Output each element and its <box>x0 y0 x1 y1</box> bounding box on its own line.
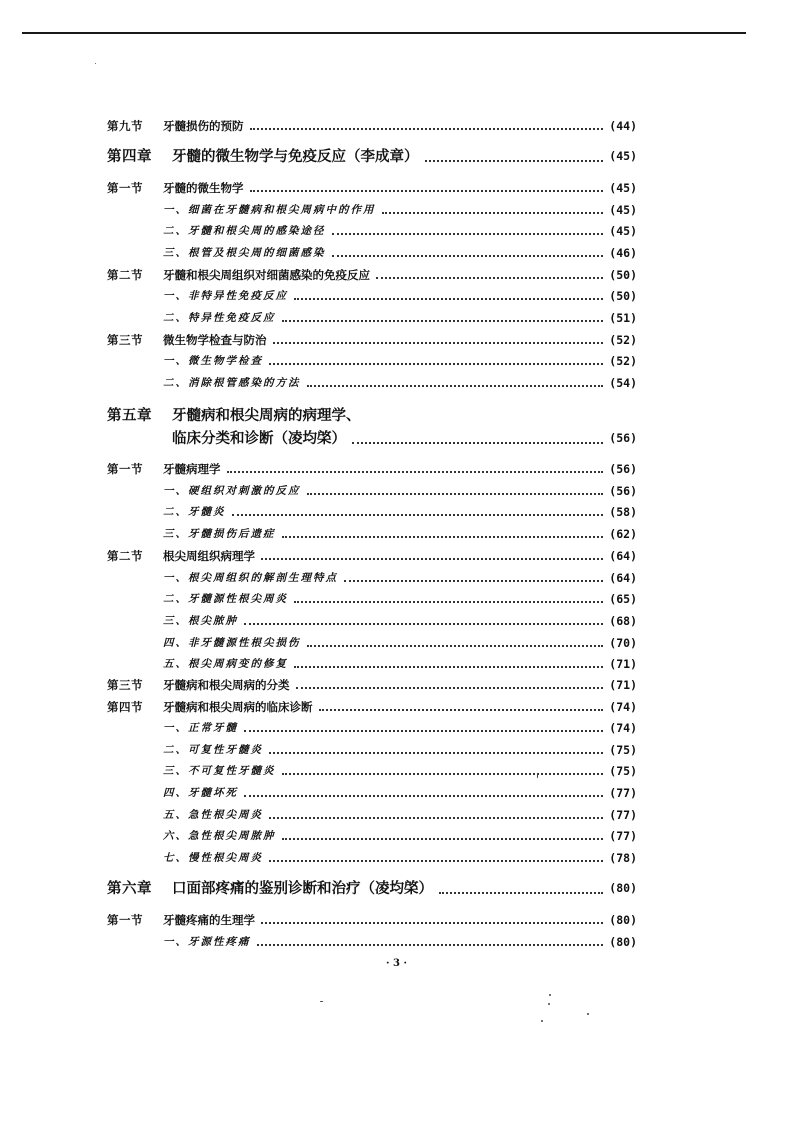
toc-page-number: ( 52 ) <box>609 354 637 368</box>
toc-entry-title: 三、牙髓损伤后遗症 <box>163 528 276 540</box>
toc-subentry[interactable] <box>107 588 637 606</box>
toc-page-number: ( 45 ) <box>609 203 637 217</box>
dot-leader <box>307 381 604 387</box>
toc-entry-title: 五、急性根尖周炎 <box>163 809 263 821</box>
toc-page-number: ( 62 ) <box>609 527 637 541</box>
dot-leader <box>307 641 604 647</box>
toc-entry-title: 一、牙源性疼痛 <box>163 936 251 948</box>
dot-leader <box>227 467 604 473</box>
toc-entry-title-line1: 牙髓病和根尖周病的病理学、 <box>172 407 361 424</box>
toc-chapter[interactable] <box>107 427 637 447</box>
toc-entry-title: 二、牙髓源性根尖周炎 <box>163 593 288 605</box>
toc-entry-title: 二、牙髓炎 <box>163 506 226 518</box>
dot-leader <box>439 888 603 894</box>
dot-leader <box>282 532 604 538</box>
toc-page-number: ( 45 ) <box>609 224 637 238</box>
scan-speck <box>95 63 96 64</box>
toc-section[interactable] <box>107 458 637 476</box>
toc-entry-title: 牙髓病和根尖周病的分类 <box>163 678 290 692</box>
dot-leader <box>296 683 604 689</box>
toc-entry-title: 五、根尖周病变的修复 <box>163 658 288 670</box>
toc-page-number: ( 64 ) <box>609 549 637 563</box>
dot-leader <box>273 338 604 344</box>
toc-entry-title: 六、急性根尖周脓肿 <box>163 830 276 842</box>
dot-leader <box>244 726 603 732</box>
dot-leader <box>319 705 604 711</box>
toc-page-number: ( 45 ) <box>609 181 637 195</box>
toc-subentry[interactable] <box>107 610 637 628</box>
toc-entry-title: 牙髓病和根尖周病的临床诊断 <box>163 700 313 714</box>
toc-chapter[interactable] <box>107 145 637 165</box>
toc-subentry[interactable] <box>107 501 637 519</box>
toc-page-number: ( 77 ) <box>609 786 637 800</box>
dot-leader <box>382 208 604 214</box>
dot-leader <box>332 251 604 257</box>
toc-page-number: ( 50 ) <box>609 289 637 303</box>
toc-page-number: ( 50 ) <box>609 268 637 282</box>
dot-leader <box>269 813 603 819</box>
dot-leader <box>261 554 603 560</box>
toc-section[interactable] <box>107 264 637 282</box>
toc-page-number: ( 77 ) <box>609 829 637 843</box>
toc-page-number: ( 77 ) <box>609 808 637 822</box>
toc-section[interactable] <box>107 696 637 714</box>
toc-entry-label: 第三节 <box>107 678 143 692</box>
toc-entry-title: 三、根尖脓肿 <box>163 615 238 627</box>
toc-entry-title: 七、慢性根尖周炎 <box>163 852 263 864</box>
toc-entry-title: 牙髓病理学 <box>163 462 221 476</box>
toc-entry-title: 一、非特异性免疫反应 <box>163 290 288 302</box>
toc-page-number: ( 80 ) <box>609 935 637 949</box>
toc-entry-label: 第四章 <box>107 148 152 165</box>
toc-page-number: ( 46 ) <box>609 246 637 260</box>
toc-section[interactable] <box>107 177 637 195</box>
toc-chapter-heading <box>107 404 637 424</box>
dot-leader <box>294 294 603 300</box>
toc-subentry[interactable] <box>107 825 637 843</box>
toc-entry-title: 口面部疼痛的鉴别诊断和治疗（凌均棨） <box>172 880 433 897</box>
dot-leader <box>282 769 604 775</box>
toc-page-number: ( 80 ) <box>609 913 637 927</box>
toc-section[interactable] <box>107 674 637 692</box>
toc-subentry[interactable] <box>107 567 637 585</box>
dot-leader <box>294 597 603 603</box>
toc-entry-title: 三、不可复性牙髓炎 <box>163 765 276 777</box>
toc-section[interactable] <box>107 115 637 133</box>
page-number: · 3 · <box>386 958 407 969</box>
dot-leader <box>244 791 603 797</box>
toc-subentry[interactable] <box>107 931 637 949</box>
toc-entry-title: 牙髓的微生物学与免疫反应（李成章） <box>172 148 419 165</box>
toc-entry-title: 一、细菌在牙髓病和根尖周病中的作用 <box>163 204 376 216</box>
toc-subentry[interactable] <box>107 653 637 671</box>
toc-page-number: ( 68 ) <box>609 614 637 628</box>
toc-page-number: ( 71 ) <box>609 657 637 671</box>
toc-entry-title: 临床分类和诊断（凌均棨） <box>172 430 346 447</box>
toc-page-number: ( 51 ) <box>609 311 637 325</box>
toc-chapter[interactable] <box>107 877 637 897</box>
toc-subentry[interactable] <box>107 782 637 800</box>
toc-subentry[interactable] <box>107 480 637 498</box>
toc-page-number: ( 65 ) <box>609 592 637 606</box>
toc-entry-title: 微生物学检查与防治 <box>163 333 267 347</box>
dot-leader <box>269 748 603 754</box>
dot-leader <box>250 186 604 192</box>
toc-subentry[interactable] <box>107 739 637 757</box>
toc-subentry[interactable] <box>107 220 637 238</box>
toc-entry-title: 二、特异性免疫反应 <box>163 312 276 324</box>
dot-leader <box>352 438 603 444</box>
toc-subentry[interactable] <box>107 632 637 650</box>
dot-leader <box>332 229 604 235</box>
toc-page-number: ( 74 ) <box>609 700 637 714</box>
dot-leader <box>294 662 603 668</box>
toc-entry-label: 第六章 <box>107 880 152 897</box>
toc-entry-label: 第二节 <box>107 549 143 563</box>
dot-leader <box>269 856 603 862</box>
toc-subentry[interactable] <box>107 804 637 822</box>
toc-page-number: ( 58 ) <box>609 505 637 519</box>
dot-leader <box>250 124 604 130</box>
toc-page-number: ( 74 ) <box>609 721 637 735</box>
toc-entry-label: 第一节 <box>107 462 143 476</box>
header-rule <box>22 32 746 34</box>
toc-entry-title: 牙髓损伤的预防 <box>163 119 244 133</box>
toc-page-number: ( 80 ) <box>609 880 637 897</box>
toc-section[interactable] <box>107 545 637 563</box>
toc-page-number: ( 56 ) <box>609 484 637 498</box>
dot-leader <box>257 940 604 946</box>
dot-leader <box>282 316 604 322</box>
toc-page-number: ( 45 ) <box>609 148 637 165</box>
dot-leader <box>261 918 603 924</box>
toc-subentry[interactable] <box>107 307 637 325</box>
toc-entry-label: 第四节 <box>107 700 143 714</box>
toc-entry-title: 三、根管及根尖周的细菌感染 <box>163 247 326 259</box>
scan-speck <box>320 1001 323 1002</box>
toc-page-number: ( 78 ) <box>609 851 637 865</box>
toc-page-number: ( 64 ) <box>609 571 637 585</box>
scan-speck <box>549 994 551 996</box>
toc-entry-title: 四、牙髓坏死 <box>163 787 238 799</box>
toc-entry-label: 第三节 <box>107 333 143 347</box>
toc-page-number: ( 56 ) <box>609 462 637 476</box>
toc-entry-label: 第一节 <box>107 181 143 195</box>
dot-leader <box>344 576 603 582</box>
toc-entry-label: 第五章 <box>107 407 152 424</box>
toc-page-number: ( 44 ) <box>609 119 637 133</box>
toc-entry-title: 二、牙髓和根尖周的感染途径 <box>163 225 326 237</box>
toc-subentry[interactable] <box>107 717 637 735</box>
dot-leader <box>232 510 604 516</box>
toc-entry-label: 第二节 <box>107 268 143 282</box>
toc-entry-title: 牙髓的微生物学 <box>163 181 244 195</box>
scan-speck <box>587 1013 589 1015</box>
toc-entry-title: 一、正常牙髓 <box>163 722 238 734</box>
toc-entry-title: 二、消除根管感染的方法 <box>163 377 301 389</box>
toc-entry-title: 牙髓和根尖周组织对细菌感染的免疫反应 <box>163 268 370 282</box>
toc-subentry[interactable] <box>107 242 637 260</box>
dot-leader <box>307 489 604 495</box>
toc-entry-title: 一、根尖周组织的解剖生理特点 <box>163 572 338 584</box>
toc-page-number: ( 52 ) <box>609 333 637 347</box>
toc-subentry[interactable] <box>107 285 637 303</box>
scan-speck <box>537 773 538 778</box>
toc-page-number: ( 71 ) <box>609 678 637 692</box>
scan-speck <box>541 1020 543 1022</box>
toc-entry-label: 第一节 <box>107 913 143 927</box>
toc-subentry[interactable] <box>107 760 637 778</box>
toc-subentry[interactable] <box>107 350 637 368</box>
toc-page-number: ( 75 ) <box>609 764 637 778</box>
toc-section[interactable] <box>107 909 637 927</box>
toc-subentry[interactable] <box>107 523 637 541</box>
dot-leader <box>244 619 603 625</box>
toc-entry-title: 牙髓疼痛的生理学 <box>163 913 255 927</box>
toc-entry-title: 一、微生物学检查 <box>163 355 263 367</box>
dot-leader <box>269 359 603 365</box>
toc-page-number: ( 54 ) <box>609 376 637 390</box>
toc-page-number: ( 70 ) <box>609 636 637 650</box>
dot-leader <box>376 273 603 279</box>
toc-section[interactable] <box>107 329 637 347</box>
toc-page-number: ( 75 ) <box>609 743 637 757</box>
toc-entry-title: 四、非牙髓源性根尖损伤 <box>163 637 301 649</box>
toc-entry-title: 一、硬组织对刺激的反应 <box>163 485 301 497</box>
toc-entry-label: 第九节 <box>107 119 143 133</box>
toc-subentry[interactable] <box>107 847 637 865</box>
dot-leader <box>282 834 604 840</box>
toc-page-number: ( 56 ) <box>609 430 637 447</box>
toc-subentry[interactable] <box>107 372 637 390</box>
toc-entry-title: 根尖周组织病理学 <box>163 549 255 563</box>
scan-speck <box>548 1003 550 1005</box>
toc-entry-title: 二、可复性牙髓炎 <box>163 744 263 756</box>
dot-leader <box>425 156 604 162</box>
toc-subentry[interactable] <box>107 199 637 217</box>
